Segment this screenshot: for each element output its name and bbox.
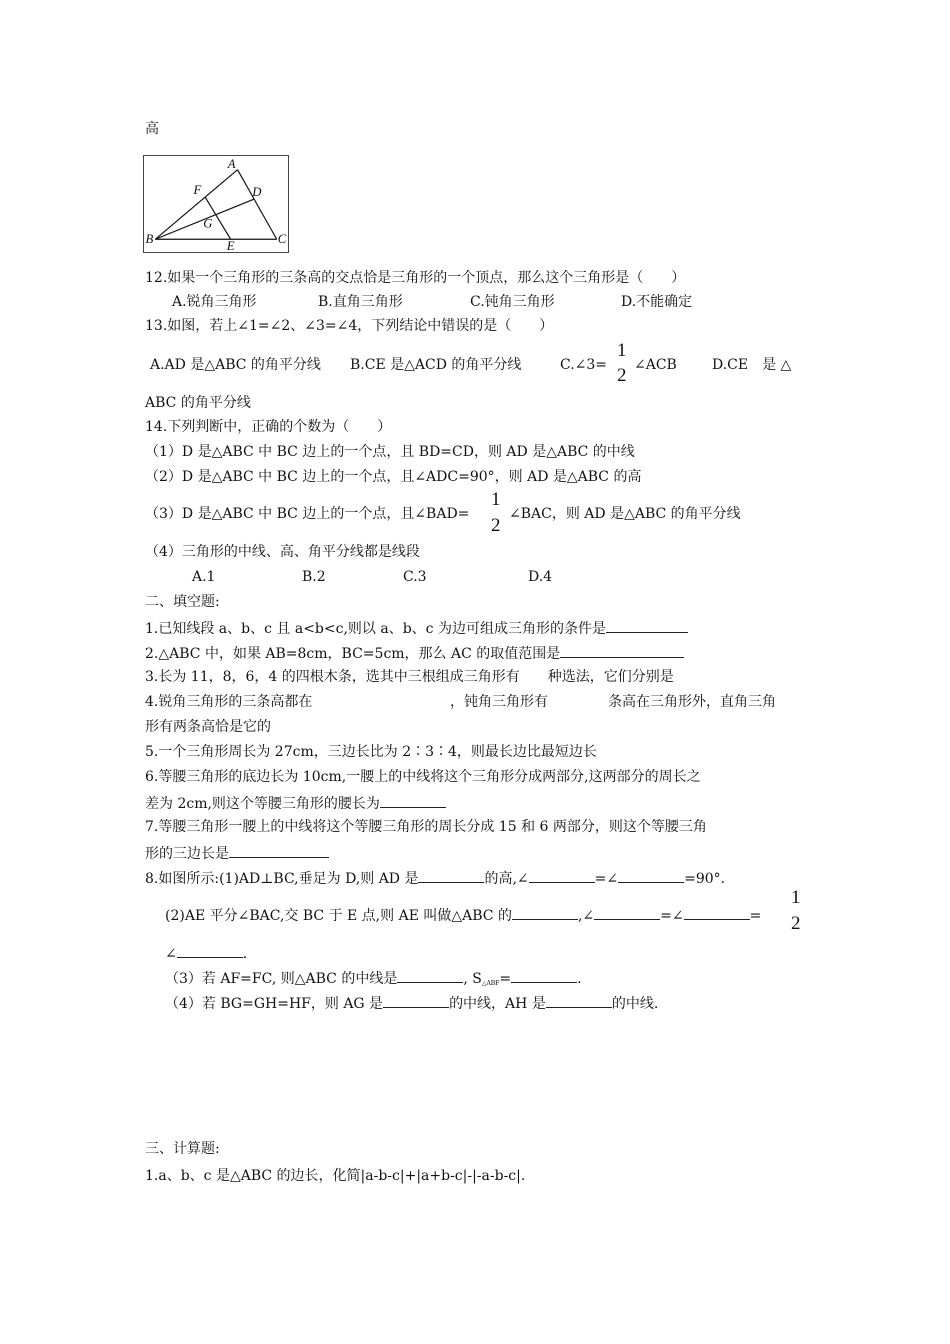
fill-4d: 形有两条高恰是它的 [145, 719, 271, 735]
fill-4b: ，钝角三角形有 [450, 694, 548, 710]
label-b: B [145, 232, 154, 247]
triangle-figure [143, 155, 289, 253]
q13-frac-den: 2 [617, 365, 627, 386]
q13-frac-num: 1 [617, 340, 627, 361]
fill-6b: 差为 2cm,则这个等腰三角形的腰长为 [145, 793, 446, 813]
label-c: C [277, 232, 287, 247]
fill-4c: 条高在三角形外，直角三角 [608, 694, 776, 710]
section-3-title: 三、计算题: [145, 1141, 220, 1157]
fill-7b: 形的三边长是 [145, 843, 329, 863]
q12-option-d: D.不能确定 [621, 294, 693, 310]
q14-statement-4: （4）三角形的中线、高、角平分线都是线段 [145, 544, 420, 560]
q13-option-c-pre: C.∠3= [560, 357, 608, 373]
fill-8-part-1: 8.如图所示:(1)AD⊥BC,垂足为 D,则 AD 是 的高,∠ =∠ =90°. [145, 868, 725, 888]
section-2-title: 二、填空题: [145, 594, 220, 610]
fill-4a: 4.锐角三角形的三条高都在 [145, 694, 313, 710]
calc-1: 1.a、b、c 是△ABC 的边长，化简|a-b-c|+|a+b-c|-|-a-b-c|. [145, 1168, 526, 1184]
q13-option-d-cont: ABC 的角平分线 [145, 395, 251, 411]
fill-8-frac-num: 1 [791, 887, 801, 908]
fill-2: 2.△ABC 中，如果 AB=8cm，BC=5cm，那么 AC 的取值范围是 [145, 643, 684, 663]
q12-option-a: A.锐角三角形 [172, 294, 257, 310]
q13-stem: 13.如图，若上∠1=∠2、∠3=∠4，下列结论中错误的是（ ） [145, 318, 554, 334]
fill-8-frac-den: 2 [791, 913, 801, 934]
q12-option-b: B.直角三角形 [318, 294, 403, 310]
q14-option-d: D.4 [528, 569, 553, 585]
fill-8-part-2-cont: ∠ . [165, 943, 247, 963]
q13-option-a: A.AD 是△ABC 的角平分线 [150, 357, 321, 373]
label-a: A [227, 156, 236, 171]
q14-stem: 14.下列判断中，正确的个数为（ ） [145, 419, 392, 435]
fill-8-part-4: （4）若 BG=GH=HF，则 AG 是 的中线，AH 是 的中线. [165, 993, 658, 1013]
q14-option-a: A.1 [192, 569, 216, 585]
q14-option-c: C.3 [403, 569, 427, 585]
side-ab [155, 170, 237, 240]
q14-statement-3-post: ∠BAC，则 AD 是△ABC 的角平分线 [509, 506, 741, 522]
q13-option-c-post: ∠ACB [634, 357, 677, 373]
q13-option-b: B.CE 是△ACD 的角平分线 [350, 357, 522, 373]
fill-8-part-3: （3）若 AF=FC, 则△ABC 的中线是 , $S_{\triangle ABF}=$ . [165, 968, 582, 993]
q14-frac-den: 2 [491, 515, 501, 536]
fill-6a: 6.等腰三角形的底边长为 10cm,一腰上的中线将这个三角形分成两部分,这两部分的周长之 [145, 769, 701, 785]
label-d: D [252, 185, 262, 200]
q14-frac-num: 1 [491, 489, 501, 510]
label-e: E [226, 239, 235, 253]
label-g: G [203, 216, 213, 231]
fill-3: 3.长为 11，8，6，4 的四根木条，选其中三根组成三角形有 种选法，它们分别是 [145, 669, 674, 685]
fill-8-part-2: (2)AE 平分∠BAC,交 BC 于 E 点,则 AE 叫做△ABC 的 ,∠ =∠ = [165, 905, 761, 925]
fill-5: 5.一个三角形周长为 27cm，三边长比为 2∶3∶4，则最长边比最短边长 [145, 744, 597, 760]
q14-statement-3-pre: （3）D 是△ABC 中 BC 边上的一个点，且∠BAD= [145, 506, 470, 522]
label-f: F [193, 183, 202, 198]
fill-7a: 7.等腰三角形一腰上的中线将这个等腰三角形的周长分成 15 和 6 两部分，则这个等腰三角 [145, 819, 707, 835]
q14-statement-2: （2）D 是△ABC 中 BC 边上的一个点，且∠ADC=90°，则 AD 是△ABC 的高 [145, 469, 642, 485]
q14-statement-1: （1）D 是△ABC 中 BC 边上的一个点，且 BD=CD，则 AD 是△ABC 的中线 [145, 444, 635, 460]
q12-stem: 12.如果一个三角形的三条高的交点恰是三角形的一个顶点，那么这个三角形是（ ） [145, 270, 686, 286]
q13-option-d: D.CE 是 △ [712, 357, 792, 373]
top-text: 高 [145, 121, 159, 137]
q14-option-b: B.2 [302, 569, 326, 585]
side-ac [238, 170, 277, 240]
q12-option-c: C.钝角三角形 [470, 294, 555, 310]
fill-1: 1.已知线段 a、b、c 且 a<b<c,则以 a、b、c 为边可组成三角形的条件是 [145, 618, 688, 638]
